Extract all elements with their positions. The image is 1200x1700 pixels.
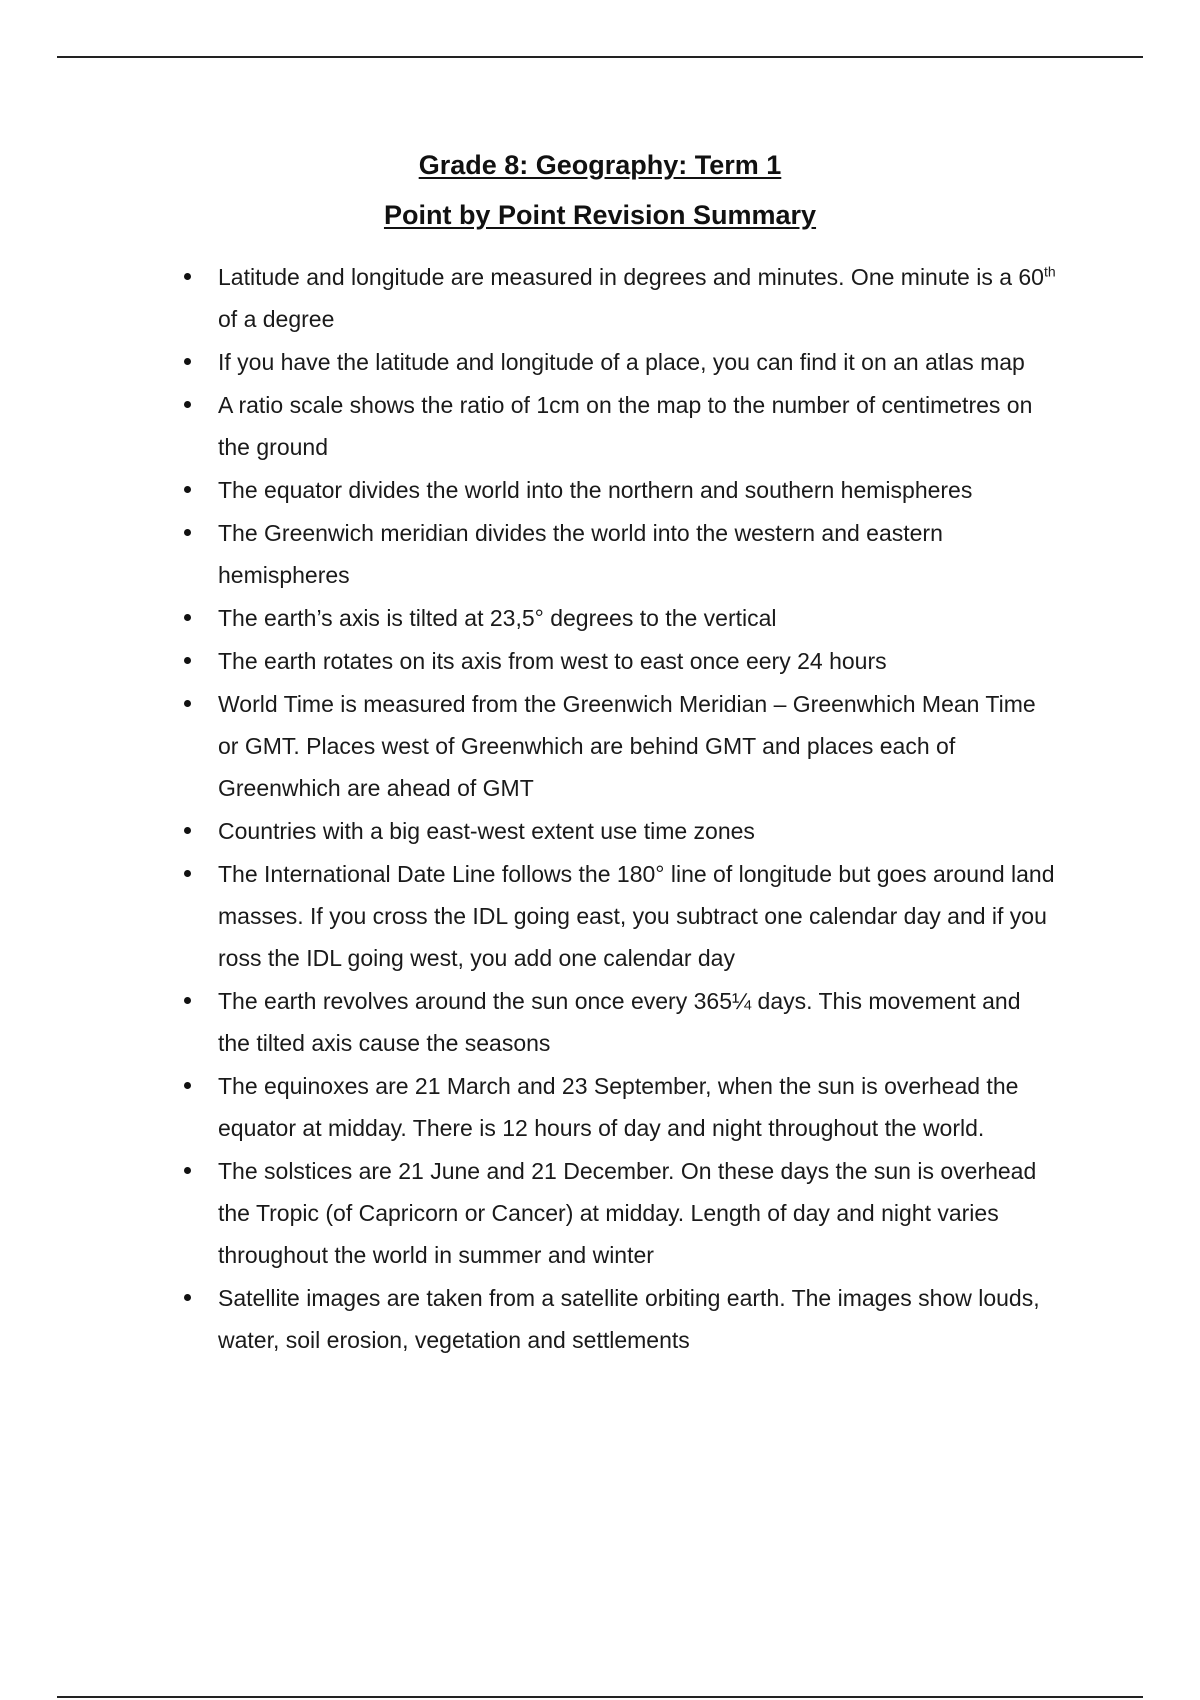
list-item-text: The International Date Line follows the 180° line of longitude but goes around land masses. If you cross the IDL going east, you subtract one calendar day and if you ross the IDL going west, you add one calendar day (218, 861, 1055, 971)
bullet-dot-icon (184, 870, 191, 877)
bullet-dot-icon (184, 486, 191, 493)
list-item (178, 810, 1058, 852)
revision-list (178, 256, 1058, 1362)
list-item-text: World Time is measured from the Greenwich Meridian – Greenwhich Mean Time or GMT. Places west of Greenwhich are behind GMT and places each of Greenwhich are ahead of GMT (218, 691, 1036, 801)
list-item-text: The earth rotates on its axis from west to east once eery 24 hours (218, 648, 887, 674)
header-rule (57, 56, 1143, 58)
footer-rule (57, 1696, 1143, 1698)
list-item-text: The earth’s axis is tilted at 23,5° degrees to the vertical (218, 605, 777, 631)
list-item-text: A ratio scale shows the ratio of 1cm on the map to the number of centimetres on the ground (218, 392, 1033, 460)
list-item (178, 256, 1058, 340)
list-item (178, 853, 1058, 979)
bullet-dot-icon (184, 401, 191, 408)
bullet-dot-icon (184, 1082, 191, 1089)
list-item (178, 384, 1058, 468)
title-block (0, 140, 1200, 240)
ordinal-superscript: th (1043, 263, 1056, 280)
list-item-text: Satellite images are taken from a satellite orbiting earth. The images show louds, water, soil erosion, vegetation and settlements (218, 1285, 1040, 1353)
list-item (178, 640, 1058, 682)
list-item-text: The solstices are 21 June and 21 December. On these days the sun is overhead the Tropic (of Capricorn or Cancer) at midday. Length of day and night varies throughout the world in summer and winter (218, 1158, 1037, 1268)
list-item-text: The equator divides the world into the northern and southern hemispheres (218, 477, 973, 503)
list-item (178, 1150, 1058, 1276)
list-item-text-end: of a degree (218, 306, 335, 332)
page-subtitle: Point by Point Revision Summary (383, 200, 817, 230)
list-item (178, 512, 1058, 596)
list-item-text: If you have the latitude and longitude of a place, you can find it on an atlas map (218, 349, 1025, 375)
bullet-dot-icon (184, 1294, 191, 1301)
list-item (178, 1065, 1058, 1149)
list-item (178, 683, 1058, 809)
bullet-dot-icon (184, 827, 191, 834)
bullet-dot-icon (184, 997, 191, 1004)
list-item-text: The Greenwich meridian divides the world into the western and eastern hemispheres (218, 520, 943, 588)
list-item (178, 1277, 1058, 1361)
list-item (178, 980, 1058, 1064)
bullet-dot-icon (184, 1167, 191, 1174)
bullet-dot-icon (184, 529, 191, 536)
list-item-text: Latitude and longitude are measured in degrees and minutes. One minute is a 60 (218, 264, 1044, 290)
list-item-text: Countries with a big east-west extent use time zones (218, 818, 755, 844)
list-item (178, 341, 1058, 383)
bullet-dot-icon (184, 358, 191, 365)
bullet-dot-icon (184, 614, 191, 621)
list-item-text: The earth revolves around the sun once every 365¼ days. This movement and the tilted axis cause the seasons (218, 988, 1021, 1056)
list-item (178, 469, 1058, 511)
list-item-text: The equinoxes are 21 March and 23 September, when the sun is overhead the equator at midday. There is 12 hours of day and night throughout the world. (218, 1073, 1019, 1141)
bullet-dot-icon (184, 657, 191, 664)
page-title: Grade 8: Geography: Term 1 (418, 150, 782, 180)
bullet-dot-icon (184, 700, 191, 707)
list-item (178, 597, 1058, 639)
bullet-dot-icon (184, 273, 191, 280)
